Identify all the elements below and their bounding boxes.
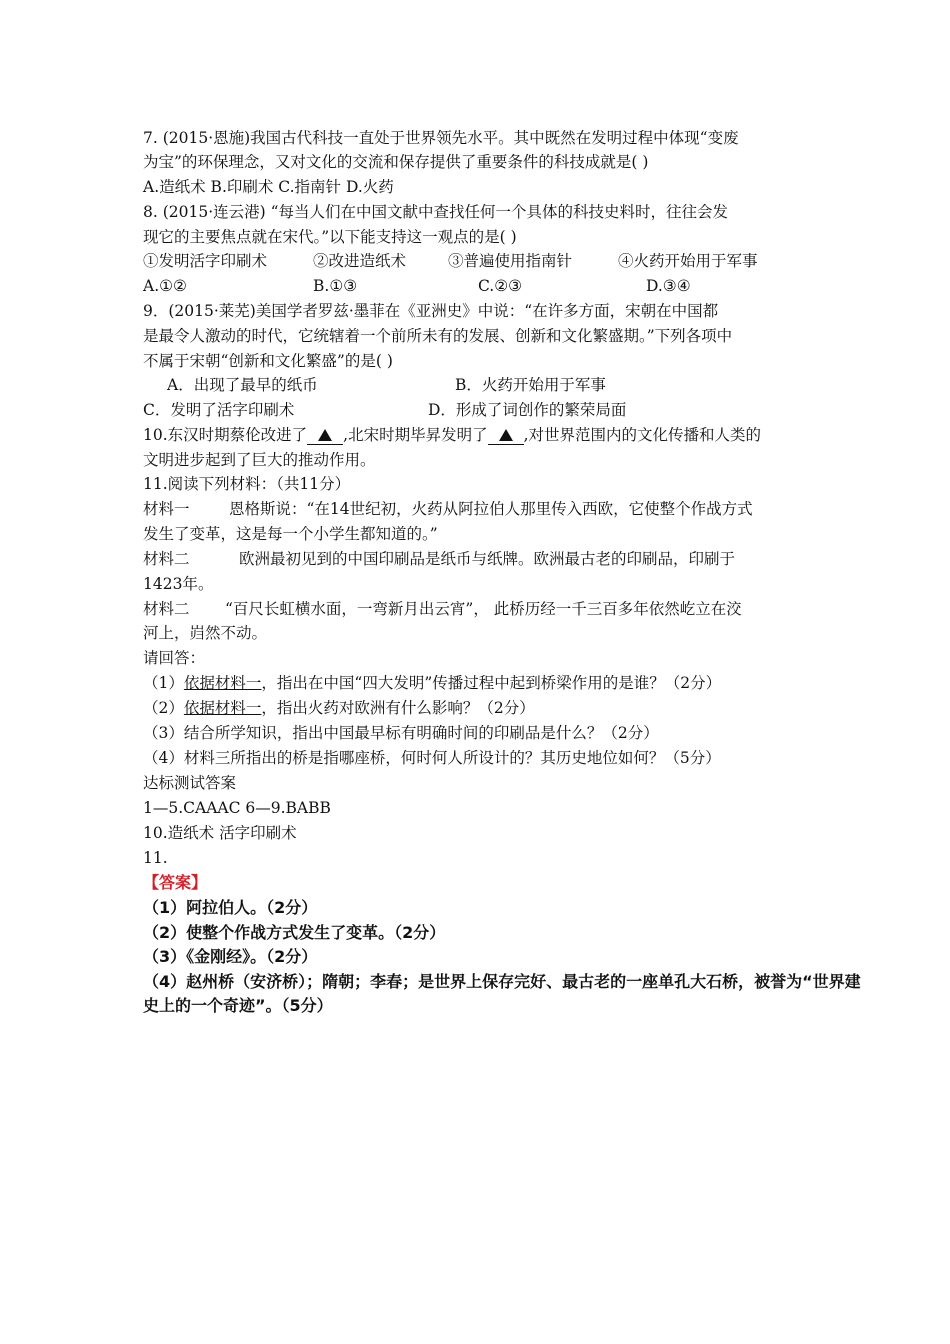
material3-line2: 河上，岿然不动。 (143, 624, 268, 642)
q8-line1: 8. (2015·连云港) “每当人们在中国文献中查找任何一个具体的科技史料时，往往会发 (143, 203, 729, 221)
material2-text: 欧洲最初见到的中国印刷品是纸币与纸牌。欧洲最古老的印刷品，印刷于 (239, 550, 736, 568)
answers-heading: 达标测试答案 (143, 774, 237, 792)
q7-line1: 7. (2015·恩施)我国古代科技一直处于世界领先水平。其中既然在发明过程中体现“变废 (143, 129, 739, 147)
q8-option-a: A.①② (143, 277, 187, 295)
q10-text-b: ,北宋时期毕昇发明了 (343, 426, 488, 444)
q8-option-b: B.①③ (313, 277, 358, 295)
q8-option-c: C.②③ (478, 277, 523, 295)
answer-line-3: （3）《金刚经》。（2分） (143, 947, 318, 966)
answer-line-4: （4）赵州桥（安济桥）；隋朝；李春；是世界上保存完好、最古老的一座单孔大石桥，被誉为“世界建 (143, 972, 861, 991)
answer-line-1: （1）阿拉伯人。（2分） (143, 898, 318, 917)
material2-label: 材料二 (143, 550, 190, 568)
material1-line2: 发生了变革，这是每一个小学生都知道的。” (143, 525, 438, 543)
triangle-icon (499, 429, 513, 441)
q10-blank-2 (488, 426, 524, 445)
q11-sub2: （2）依据材料一，指出火药对欧洲有什么影响？（2分） (143, 699, 535, 717)
material3-label: 材料二 (143, 600, 190, 618)
q10-line2: 文明进步起到了巨大的推动作用。 (143, 451, 376, 469)
q9-option-b: B．火药开始用于军事 (455, 376, 606, 394)
q11-heading: 11.阅读下列材料：（共11分） (143, 475, 351, 493)
q8-option-d: D.③④ (646, 277, 691, 295)
sub1-underlined: 依据材料一 (183, 674, 262, 692)
answer-tag: 【答案】 (143, 873, 208, 892)
q10-text-c: ,对世界范围内的文化传播和人类的 (523, 426, 762, 444)
answer-line-5: 史上的一个奇迹”。（5分） (143, 996, 333, 1015)
answer-line-2: （2）使整个作战方式发生了变革。（2分） (143, 923, 446, 942)
q8-line2: 现它的主要焦点就在宋代。”以下能支持这一观点的是( ) (143, 228, 517, 246)
material2-line1 (143, 548, 943, 570)
q9-option-d: D．形成了词创作的繁荣局面 (428, 401, 627, 419)
q10-line1 (143, 424, 943, 446)
q8-item-1: ①发明活字印刷术 (143, 252, 268, 270)
q8-item-4: ④火药开始用于军事 (618, 252, 758, 270)
answers-mc: 1—5.CAAAC 6—9.BABB (143, 799, 331, 817)
q10-blank-1 (307, 426, 343, 445)
material3-text: “百尺长虹横水面，一弯新月出云宵”， 此桥历经一千三百多年依然屹立在洨 (225, 600, 742, 618)
q11-sub1: （1）依据材料一，指出在中国“四大发明”传播过程中起到桥梁作用的是谁？（2分） (143, 674, 722, 692)
q11-sub4: （4）材料三所指出的桥是指哪座桥，何时何人所设计的？其历史地位如何？（5分） (143, 749, 721, 767)
material2-line2: 1423年。 (143, 575, 214, 593)
triangle-icon (318, 429, 332, 441)
q8-item-3: ③普遍使用指南针 (448, 252, 573, 270)
answers-q11-label: 11. (143, 849, 168, 867)
q10-text-a: 10.东汉时期蔡伦改进了 (143, 426, 308, 444)
q9-line2: 是最令人激动的时代，它统辖着一个前所未有的发展、创新和文化繁盛期。”下列各项中 (143, 327, 733, 345)
q7-options: A.造纸术 B.印刷术 C.指南针 D.火药 (143, 178, 394, 196)
q7-line2: 为宝”的环保理念，又对文化的交流和保存提供了重要条件的科技成就是( ) (143, 153, 649, 171)
material1-text: 恩格斯说：“在14世纪初，火药从阿拉伯人那里传入西欧，它使整个作战方式 (229, 500, 753, 518)
answers-q10: 10.造纸术 活字印刷术 (143, 824, 297, 842)
material1-line1 (143, 498, 943, 520)
sub2-underlined: 依据材料一 (183, 699, 262, 717)
q8-item-2: ②改进造纸术 (313, 252, 407, 270)
q9-option-c: C．发明了活字印刷术 (143, 401, 295, 419)
q11-prompt: 请回答： (143, 649, 206, 667)
material1-label: 材料一 (143, 500, 190, 518)
material3-line1 (143, 598, 943, 620)
q9-line3: 不属于宋朝“创新和文化繁盛”的是( ) (143, 352, 393, 370)
q9-line1: 9．(2015·莱芜)美国学者罗兹·墨菲在《亚洲史》中说：“在许多方面，宋朝在中国都 (143, 302, 719, 320)
q9-option-a: A．出现了最早的纸币 (167, 376, 318, 394)
q11-sub3: （3）结合所学知识，指出中国最早标有明确时间的印刷品是什么？（2分） (143, 724, 659, 742)
